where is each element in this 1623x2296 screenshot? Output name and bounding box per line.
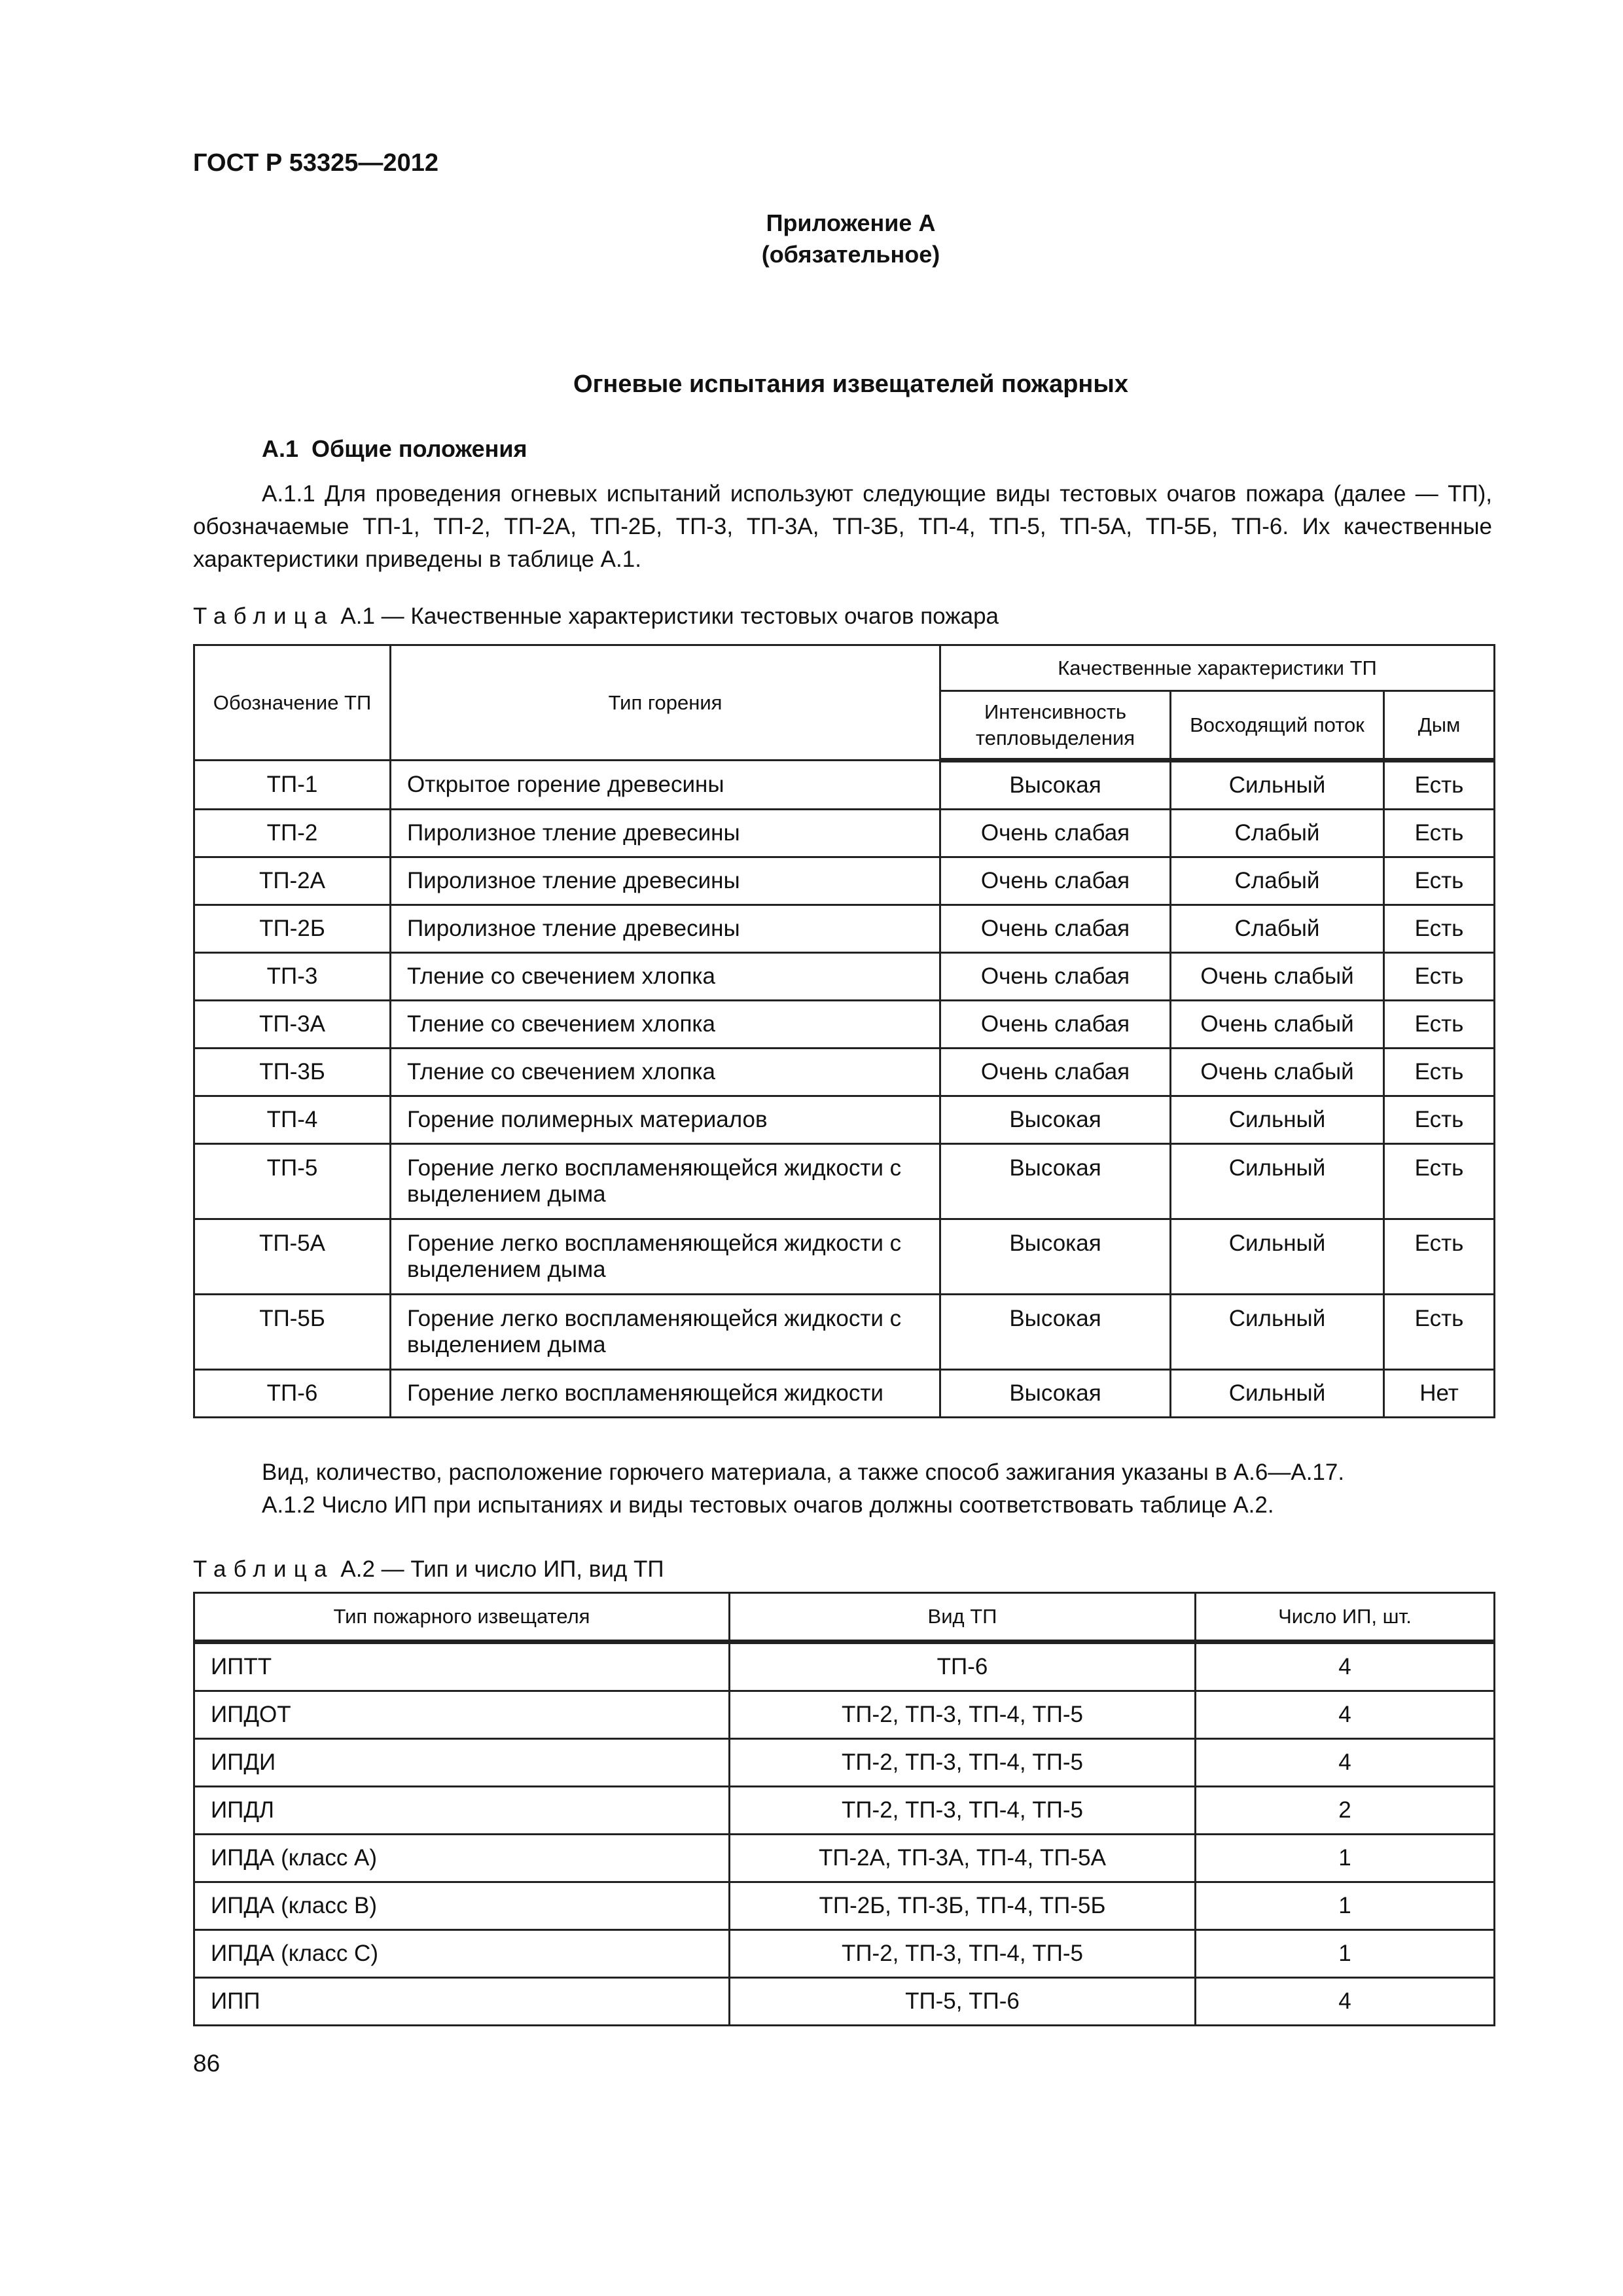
heat-cell: Высокая bbox=[940, 1144, 1171, 1219]
designation-cell: ТП-2Б bbox=[194, 905, 391, 953]
header-burn-type: Тип горения bbox=[391, 645, 940, 761]
table-a1 bbox=[193, 644, 1495, 1418]
detector-count-cell: 1 bbox=[1196, 1882, 1495, 1930]
fire-type-cell: ТП-2, ТП-3, ТП-4, ТП-5 bbox=[730, 1930, 1196, 1978]
detector-count-cell: 4 bbox=[1196, 1739, 1495, 1787]
detector-type-cell: ИПДА (класс В) bbox=[194, 1882, 730, 1930]
detector-type-cell: ИПДОТ bbox=[194, 1691, 730, 1739]
table-row bbox=[194, 1642, 1495, 1691]
header-detector-type: Тип пожарного извещателя bbox=[194, 1593, 730, 1642]
smoke-cell: Есть bbox=[1384, 761, 1495, 810]
heat-cell: Высокая bbox=[940, 1370, 1171, 1418]
detector-count-cell: 4 bbox=[1196, 1691, 1495, 1739]
table2-caption-word: Таблица bbox=[193, 1556, 334, 1582]
section-heading bbox=[262, 435, 527, 463]
fire-type-cell: ТП-2, ТП-3, ТП-4, ТП-5 bbox=[730, 1691, 1196, 1739]
burn-type-cell: Горение легко воспламеняющейся жидкости bbox=[391, 1370, 940, 1418]
table-row bbox=[194, 1049, 1495, 1096]
heat-cell: Высокая bbox=[940, 1295, 1171, 1370]
header-upward-flow: Восходящий поток bbox=[1171, 691, 1384, 761]
detector-type-cell: ИПДИ bbox=[194, 1739, 730, 1787]
table-row bbox=[194, 1739, 1495, 1787]
table2-caption bbox=[193, 1556, 664, 1583]
smoke-cell: Есть bbox=[1384, 953, 1495, 1001]
designation-cell: ТП-2А bbox=[194, 857, 391, 905]
smoke-cell: Есть bbox=[1384, 1219, 1495, 1295]
burn-type-cell: Горение полимерных материалов bbox=[391, 1096, 940, 1144]
detector-count-cell: 1 bbox=[1196, 1835, 1495, 1882]
designation-cell: ТП-3Б bbox=[194, 1049, 391, 1096]
header-smoke: Дым bbox=[1384, 691, 1495, 761]
fire-type-cell: ТП-2, ТП-3, ТП-4, ТП-5 bbox=[730, 1787, 1196, 1835]
header-characteristics-group: Качественные характеристики ТП bbox=[940, 645, 1495, 691]
burn-type-cell: Открытое горение древесины bbox=[391, 761, 940, 810]
paragraph-a12: А.1.2 Число ИП при испытаниях и виды тестовых очагов должны соответствовать таблице А.2. bbox=[262, 1492, 1274, 1518]
table-row bbox=[194, 810, 1495, 857]
heat-cell: Высокая bbox=[940, 761, 1171, 810]
detector-count-cell: 2 bbox=[1196, 1787, 1495, 1835]
heat-cell: Очень слабая bbox=[940, 1049, 1171, 1096]
table-row bbox=[194, 857, 1495, 905]
flow-cell: Сильный bbox=[1171, 1370, 1384, 1418]
table-row bbox=[194, 1978, 1495, 2026]
fire-type-cell: ТП-5, ТП-6 bbox=[730, 1978, 1196, 2026]
designation-cell: ТП-4 bbox=[194, 1096, 391, 1144]
heat-cell: Высокая bbox=[940, 1219, 1171, 1295]
smoke-cell: Есть bbox=[1384, 857, 1495, 905]
smoke-cell: Есть bbox=[1384, 810, 1495, 857]
detector-type-cell: ИПДА (класс А) bbox=[194, 1835, 730, 1882]
burn-type-cell: Горение легко воспламеняющейся жидкости с выделением дыма bbox=[391, 1144, 940, 1219]
heat-cell: Очень слабая bbox=[940, 1001, 1171, 1049]
table1-caption-word: Таблица bbox=[193, 603, 334, 629]
flow-cell: Сильный bbox=[1171, 1219, 1384, 1295]
fire-type-cell: ТП-6 bbox=[730, 1642, 1196, 1691]
section-number: А.1 bbox=[262, 435, 299, 462]
designation-cell: ТП-6 bbox=[194, 1370, 391, 1418]
heat-cell: Очень слабая bbox=[940, 953, 1171, 1001]
fire-type-cell: ТП-2А, ТП-3А, ТП-4, ТП-5А bbox=[730, 1835, 1196, 1882]
flow-cell: Очень слабый bbox=[1171, 1049, 1384, 1096]
table1-caption-text: А.1 — Качественные характеристики тестовых очагов пожара bbox=[340, 603, 999, 629]
paragraph-a11: А.1.1 Для проведения огневых испытаний используют следующие виды тестовых очагов пожара (далее — ТП), обозначаемые ТП-1, ТП-2, ТП-2А, ТП-2Б, ТП-3, ТП-3А, ТП-3Б, ТП-4, ТП-5, ТП-5А, ТП-5Б, ТП-6. Их качественные характеристики приведены в таблице А.1. bbox=[193, 481, 1492, 572]
smoke-cell: Есть bbox=[1384, 905, 1495, 953]
section-title: Общие положения bbox=[312, 435, 527, 462]
smoke-cell: Есть bbox=[1384, 1001, 1495, 1049]
detector-type-cell: ИПДЛ bbox=[194, 1787, 730, 1835]
header-detector-count: Число ИП, шт. bbox=[1196, 1593, 1495, 1642]
designation-cell: ТП-3А bbox=[194, 1001, 391, 1049]
burn-type-cell: Пиролизное тление древесины bbox=[391, 905, 940, 953]
detector-type-cell: ИПДА (класс С) bbox=[194, 1930, 730, 1978]
table-row bbox=[194, 1930, 1495, 1978]
table-row bbox=[194, 1295, 1495, 1370]
designation-cell: ТП-5А bbox=[194, 1219, 391, 1295]
table-row bbox=[194, 953, 1495, 1001]
header-designation: Обозначение ТП bbox=[194, 645, 391, 761]
header-heat-intensity: Интенсивность тепловыделения bbox=[940, 691, 1171, 761]
flow-cell: Сильный bbox=[1171, 761, 1384, 810]
smoke-cell: Есть bbox=[1384, 1049, 1495, 1096]
table-row bbox=[194, 1001, 1495, 1049]
table-row bbox=[194, 1370, 1495, 1418]
table-row bbox=[194, 1882, 1495, 1930]
appendix-kind: (обязательное) bbox=[761, 241, 940, 268]
designation-cell: ТП-5 bbox=[194, 1144, 391, 1219]
detector-type-cell: ИПП bbox=[194, 1978, 730, 2026]
heat-cell: Высокая bbox=[940, 1096, 1171, 1144]
page-heading: Огневые испытания извещателей пожарных bbox=[573, 370, 1128, 398]
heat-cell: Очень слабая bbox=[940, 857, 1171, 905]
burn-type-cell: Тление со свечением хлопка bbox=[391, 1001, 940, 1049]
table-row bbox=[194, 1144, 1495, 1219]
detector-count-cell: 4 bbox=[1196, 1642, 1495, 1691]
table-row bbox=[194, 1835, 1495, 1882]
table-row bbox=[194, 905, 1495, 953]
smoke-cell: Нет bbox=[1384, 1370, 1495, 1418]
burn-type-cell: Пиролизное тление древесины bbox=[391, 810, 940, 857]
table-row bbox=[194, 1691, 1495, 1739]
table2-caption-text: А.2 — Тип и число ИП, вид ТП bbox=[340, 1556, 664, 1582]
fire-type-cell: ТП-2Б, ТП-3Б, ТП-4, ТП-5Б bbox=[730, 1882, 1196, 1930]
heat-cell: Очень слабая bbox=[940, 810, 1171, 857]
table-a2 bbox=[193, 1592, 1495, 2026]
flow-cell: Слабый bbox=[1171, 857, 1384, 905]
burn-type-cell: Пиролизное тление древесины bbox=[391, 857, 940, 905]
burn-type-cell: Горение легко воспламеняющейся жидкости с выделением дыма bbox=[391, 1219, 940, 1295]
flow-cell: Слабый bbox=[1171, 810, 1384, 857]
table-a1-body bbox=[194, 761, 1495, 1418]
table-a2-body bbox=[194, 1642, 1495, 2026]
smoke-cell: Есть bbox=[1384, 1096, 1495, 1144]
detector-type-cell: ИПТТ bbox=[194, 1642, 730, 1691]
burn-type-cell: Тление со свечением хлопка bbox=[391, 953, 940, 1001]
table-row bbox=[194, 1787, 1495, 1835]
smoke-cell: Есть bbox=[1384, 1144, 1495, 1219]
flow-cell: Слабый bbox=[1171, 905, 1384, 953]
appendix-title: Приложение А bbox=[766, 209, 936, 236]
smoke-cell: Есть bbox=[1384, 1295, 1495, 1370]
flow-cell: Очень слабый bbox=[1171, 953, 1384, 1001]
flow-cell: Сильный bbox=[1171, 1295, 1384, 1370]
detector-count-cell: 4 bbox=[1196, 1978, 1495, 2026]
heat-cell: Очень слабая bbox=[940, 905, 1171, 953]
header-fire-type: Вид ТП bbox=[730, 1593, 1196, 1642]
fire-type-cell: ТП-2, ТП-3, ТП-4, ТП-5 bbox=[730, 1739, 1196, 1787]
flow-cell: Сильный bbox=[1171, 1144, 1384, 1219]
table1-caption bbox=[193, 603, 999, 630]
table-row bbox=[194, 1096, 1495, 1144]
detector-count-cell: 1 bbox=[1196, 1930, 1495, 1978]
designation-cell: ТП-3 bbox=[194, 953, 391, 1001]
flow-cell: Очень слабый bbox=[1171, 1001, 1384, 1049]
designation-cell: ТП-5Б bbox=[194, 1295, 391, 1370]
standard-number: ГОСТ Р 53325—2012 bbox=[193, 149, 438, 177]
flow-cell: Сильный bbox=[1171, 1096, 1384, 1144]
paragraph-ignition-note: Вид, количество, расположение горючего материала, а также способ зажигания указаны в А.6—А.17. bbox=[262, 1460, 1345, 1485]
table-row bbox=[194, 1219, 1495, 1295]
page-number: 86 bbox=[193, 2050, 221, 2077]
burn-type-cell: Горение легко воспламеняющейся жидкости с выделением дыма bbox=[391, 1295, 940, 1370]
designation-cell: ТП-1 bbox=[194, 761, 391, 810]
table-row bbox=[194, 761, 1495, 810]
burn-type-cell: Тление со свечением хлопка bbox=[391, 1049, 940, 1096]
designation-cell: ТП-2 bbox=[194, 810, 391, 857]
